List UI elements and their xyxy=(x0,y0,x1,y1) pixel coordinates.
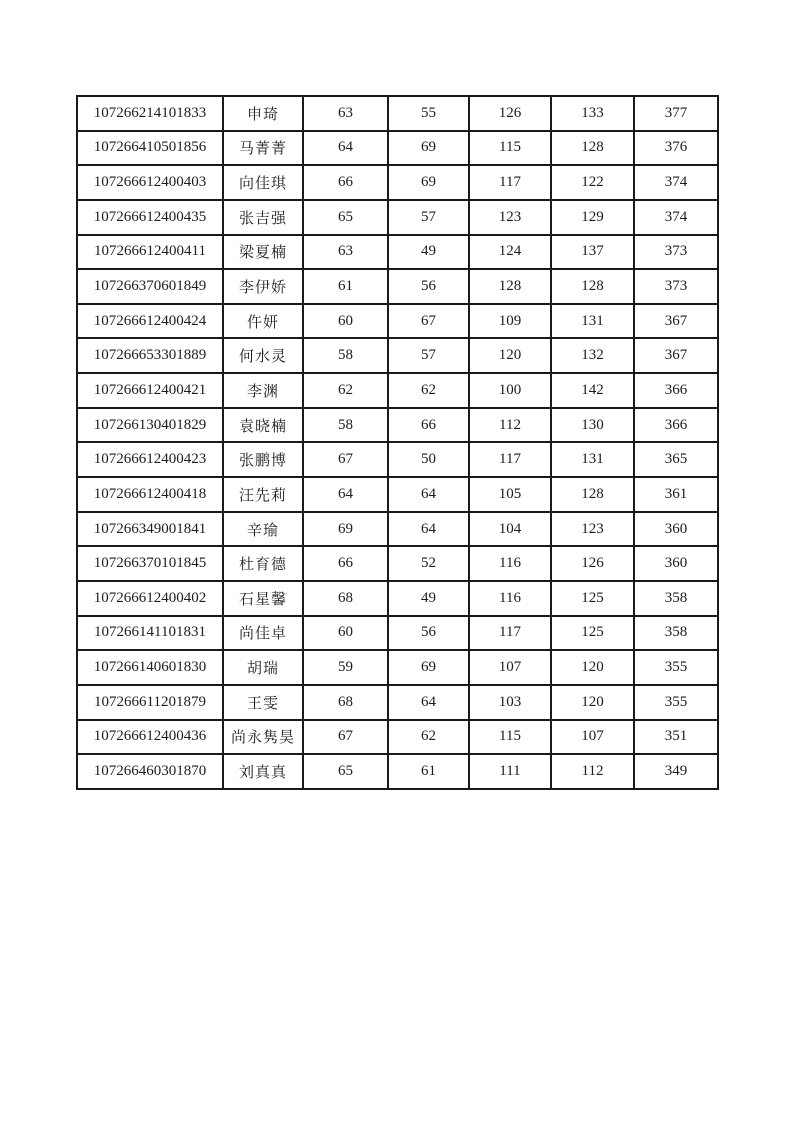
score-3-cell: 112 xyxy=(469,408,551,443)
candidate-name-cell: 梁夏楠 xyxy=(223,235,303,270)
score-4-cell: 128 xyxy=(551,269,634,304)
score-1-cell: 58 xyxy=(303,408,388,443)
total-score-cell: 366 xyxy=(634,408,718,443)
score-2-cell: 56 xyxy=(388,269,469,304)
total-score-cell: 361 xyxy=(634,477,718,512)
score-4-cell: 122 xyxy=(551,165,634,200)
candidate-name-cell: 辛瑜 xyxy=(223,512,303,547)
candidate-name-cell: 尚佳卓 xyxy=(223,616,303,651)
candidate-name-cell: 向佳琪 xyxy=(223,165,303,200)
total-score-cell: 373 xyxy=(634,269,718,304)
score-3-cell: 120 xyxy=(469,338,551,373)
score-4-cell: 120 xyxy=(551,685,634,720)
score-3-cell: 117 xyxy=(469,442,551,477)
table-row xyxy=(77,685,718,720)
score-4-cell: 120 xyxy=(551,650,634,685)
score-1-cell: 66 xyxy=(303,165,388,200)
score-3-cell: 126 xyxy=(469,96,551,131)
score-1-cell: 64 xyxy=(303,131,388,166)
table-row xyxy=(77,477,718,512)
score-3-cell: 104 xyxy=(469,512,551,547)
candidate-id-cell: 107266370101845 xyxy=(77,546,223,581)
total-score-cell: 374 xyxy=(634,200,718,235)
candidate-name-cell: 胡瑞 xyxy=(223,650,303,685)
score-4-cell: 137 xyxy=(551,235,634,270)
score-2-cell: 62 xyxy=(388,373,469,408)
total-score-cell: 366 xyxy=(634,373,718,408)
score-3-cell: 107 xyxy=(469,650,551,685)
score-1-cell: 61 xyxy=(303,269,388,304)
table-row xyxy=(77,581,718,616)
table-row xyxy=(77,304,718,339)
score-1-cell: 58 xyxy=(303,338,388,373)
candidate-id-cell: 107266349001841 xyxy=(77,512,223,547)
score-2-cell: 62 xyxy=(388,720,469,755)
score-2-cell: 64 xyxy=(388,685,469,720)
candidate-name-cell: 刘真真 xyxy=(223,754,303,789)
score-1-cell: 59 xyxy=(303,650,388,685)
candidate-id-cell: 107266141101831 xyxy=(77,616,223,651)
candidate-name-cell: 仵妍 xyxy=(223,304,303,339)
score-3-cell: 117 xyxy=(469,165,551,200)
candidate-id-cell: 107266370601849 xyxy=(77,269,223,304)
score-3-cell: 124 xyxy=(469,235,551,270)
candidate-id-cell: 107266130401829 xyxy=(77,408,223,443)
total-score-cell: 360 xyxy=(634,512,718,547)
score-2-cell: 64 xyxy=(388,512,469,547)
candidate-name-cell: 汪先莉 xyxy=(223,477,303,512)
total-score-cell: 376 xyxy=(634,131,718,166)
total-score-cell: 367 xyxy=(634,304,718,339)
score-3-cell: 115 xyxy=(469,720,551,755)
candidate-id-cell: 107266612400436 xyxy=(77,720,223,755)
candidate-name-cell: 申琦 xyxy=(223,96,303,131)
table-row xyxy=(77,373,718,408)
total-score-cell: 355 xyxy=(634,650,718,685)
candidate-id-cell: 107266612400424 xyxy=(77,304,223,339)
score-3-cell: 116 xyxy=(469,546,551,581)
candidate-id-cell: 107266612400421 xyxy=(77,373,223,408)
candidate-id-cell: 107266653301889 xyxy=(77,338,223,373)
candidate-id-cell: 107266410501856 xyxy=(77,131,223,166)
candidate-id-cell: 107266460301870 xyxy=(77,754,223,789)
score-2-cell: 57 xyxy=(388,200,469,235)
score-1-cell: 68 xyxy=(303,685,388,720)
total-score-cell: 374 xyxy=(634,165,718,200)
candidate-name-cell: 何水灵 xyxy=(223,338,303,373)
score-4-cell: 125 xyxy=(551,581,634,616)
score-2-cell: 50 xyxy=(388,442,469,477)
candidate-id-cell: 107266612400411 xyxy=(77,235,223,270)
score-4-cell: 107 xyxy=(551,720,634,755)
score-3-cell: 111 xyxy=(469,754,551,789)
candidate-id-cell: 107266612400418 xyxy=(77,477,223,512)
score-3-cell: 117 xyxy=(469,616,551,651)
score-1-cell: 67 xyxy=(303,720,388,755)
table-row xyxy=(77,338,718,373)
table-row xyxy=(77,720,718,755)
candidate-id-cell: 107266611201879 xyxy=(77,685,223,720)
score-4-cell: 125 xyxy=(551,616,634,651)
total-score-cell: 365 xyxy=(634,442,718,477)
table-row xyxy=(77,131,718,166)
total-score-cell: 358 xyxy=(634,616,718,651)
candidate-id-cell: 107266214101833 xyxy=(77,96,223,131)
score-1-cell: 60 xyxy=(303,616,388,651)
score-3-cell: 103 xyxy=(469,685,551,720)
score-3-cell: 105 xyxy=(469,477,551,512)
score-4-cell: 129 xyxy=(551,200,634,235)
table-row xyxy=(77,442,718,477)
score-2-cell: 66 xyxy=(388,408,469,443)
table-row xyxy=(77,408,718,443)
candidate-name-cell: 李伊娇 xyxy=(223,269,303,304)
score-1-cell: 64 xyxy=(303,477,388,512)
score-1-cell: 67 xyxy=(303,442,388,477)
score-1-cell: 63 xyxy=(303,235,388,270)
candidate-name-cell: 马菁菁 xyxy=(223,131,303,166)
total-score-cell: 351 xyxy=(634,720,718,755)
candidate-name-cell: 李渊 xyxy=(223,373,303,408)
score-3-cell: 128 xyxy=(469,269,551,304)
score-2-cell: 56 xyxy=(388,616,469,651)
score-3-cell: 123 xyxy=(469,200,551,235)
score-1-cell: 68 xyxy=(303,581,388,616)
score-2-cell: 69 xyxy=(388,650,469,685)
table-row xyxy=(77,754,718,789)
total-score-cell: 373 xyxy=(634,235,718,270)
candidate-name-cell: 杜育德 xyxy=(223,546,303,581)
total-score-cell: 349 xyxy=(634,754,718,789)
table-row xyxy=(77,269,718,304)
score-table xyxy=(76,95,719,790)
score-2-cell: 52 xyxy=(388,546,469,581)
score-1-cell: 69 xyxy=(303,512,388,547)
score-1-cell: 63 xyxy=(303,96,388,131)
table-row xyxy=(77,235,718,270)
candidate-id-cell: 107266612400403 xyxy=(77,165,223,200)
score-1-cell: 62 xyxy=(303,373,388,408)
score-4-cell: 112 xyxy=(551,754,634,789)
score-1-cell: 65 xyxy=(303,200,388,235)
score-2-cell: 69 xyxy=(388,131,469,166)
total-score-cell: 360 xyxy=(634,546,718,581)
candidate-name-cell: 袁晓楠 xyxy=(223,408,303,443)
score-1-cell: 60 xyxy=(303,304,388,339)
score-3-cell: 116 xyxy=(469,581,551,616)
score-4-cell: 128 xyxy=(551,477,634,512)
score-3-cell: 109 xyxy=(469,304,551,339)
score-4-cell: 132 xyxy=(551,338,634,373)
candidate-id-cell: 107266612400435 xyxy=(77,200,223,235)
candidate-id-cell: 107266612400423 xyxy=(77,442,223,477)
total-score-cell: 367 xyxy=(634,338,718,373)
score-4-cell: 126 xyxy=(551,546,634,581)
table-row xyxy=(77,165,718,200)
candidate-name-cell: 石星馨 xyxy=(223,581,303,616)
score-2-cell: 64 xyxy=(388,477,469,512)
candidate-name-cell: 张鹏博 xyxy=(223,442,303,477)
score-2-cell: 49 xyxy=(388,581,469,616)
score-2-cell: 61 xyxy=(388,754,469,789)
score-1-cell: 66 xyxy=(303,546,388,581)
score-3-cell: 100 xyxy=(469,373,551,408)
table-row xyxy=(77,512,718,547)
table-row xyxy=(77,96,718,131)
score-3-cell: 115 xyxy=(469,131,551,166)
score-2-cell: 69 xyxy=(388,165,469,200)
candidate-name-cell: 王雯 xyxy=(223,685,303,720)
total-score-cell: 377 xyxy=(634,96,718,131)
score-2-cell: 57 xyxy=(388,338,469,373)
candidate-name-cell: 尚永隽昊 xyxy=(223,720,303,755)
candidate-id-cell: 107266140601830 xyxy=(77,650,223,685)
table-row xyxy=(77,200,718,235)
score-4-cell: 131 xyxy=(551,304,634,339)
score-2-cell: 67 xyxy=(388,304,469,339)
score-4-cell: 142 xyxy=(551,373,634,408)
total-score-cell: 358 xyxy=(634,581,718,616)
table-row xyxy=(77,546,718,581)
table-row xyxy=(77,650,718,685)
score-4-cell: 128 xyxy=(551,131,634,166)
table-row xyxy=(77,616,718,651)
score-2-cell: 49 xyxy=(388,235,469,270)
score-4-cell: 133 xyxy=(551,96,634,131)
candidate-name-cell: 张吉强 xyxy=(223,200,303,235)
score-4-cell: 131 xyxy=(551,442,634,477)
total-score-cell: 355 xyxy=(634,685,718,720)
score-4-cell: 123 xyxy=(551,512,634,547)
candidate-id-cell: 107266612400402 xyxy=(77,581,223,616)
score-2-cell: 55 xyxy=(388,96,469,131)
score-1-cell: 65 xyxy=(303,754,388,789)
score-4-cell: 130 xyxy=(551,408,634,443)
